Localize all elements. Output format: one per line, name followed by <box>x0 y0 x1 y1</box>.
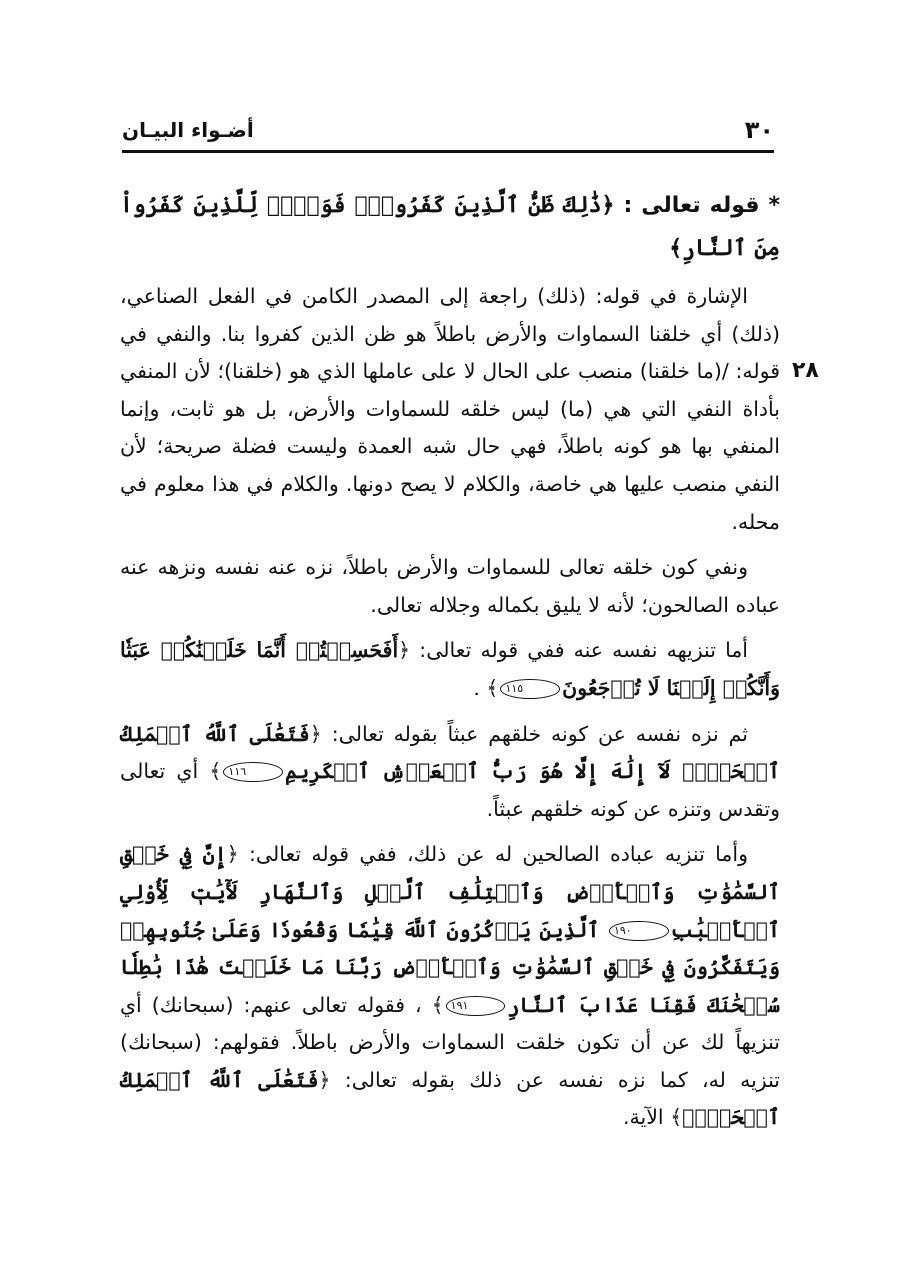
open-bracket: ﴿ <box>309 721 322 746</box>
paragraph-3-text: أما تنزيهه نفسه عنه ففي قوله تعالى: <box>419 638 748 663</box>
close-bracket: ﴾ <box>209 759 222 784</box>
open-bracket: ﴿ <box>601 192 615 218</box>
ayah-number: ١١٦ <box>223 762 283 782</box>
book-title: أضـواء البيـان <box>122 118 254 142</box>
star-marker: * <box>768 193 780 218</box>
quran-verse: أَفَحَسِبۡتُمۡ أَنَّمَا خَلَقۡنَٰكُمۡ عَبَثٗا وَأَنَّكُمۡ إِلَيۡنَا لَا تُرۡجَعُونَ <box>120 638 780 700</box>
heading-label: قوله تعالى : <box>623 193 760 218</box>
paragraph-5-text: وأما تنزيه عباده الصالحين له عن ذلك، ففي قوله تعالى: <box>249 842 748 867</box>
close-bracket: ﴾ . <box>473 675 499 700</box>
open-bracket: ﴿ <box>398 638 411 663</box>
paragraph-3 <box>120 632 780 707</box>
paragraph-5-after: فقوله تعالى عنهم: (سبحانك) أي تنزيهاً لك عن أن تكون خلقت السماوات والأرض باطلاً. فقولهم: (سبحانك) تنزيه له، كما نزه نفسه عن ذلك بقوله تعالى: <box>120 992 780 1092</box>
quran-verse-3: فَتَعَٰلَى ٱللَّهُ ٱلۡمَلِكُ ٱلۡحَقُّۖ <box>120 1067 780 1130</box>
ayah-number: ١٩١ <box>446 996 506 1016</box>
paragraph-5 <box>120 836 780 1137</box>
page-body <box>120 184 780 1184</box>
paragraph-5-end: الآية. <box>623 1105 664 1130</box>
quran-verse-1: إِنَّ فِي خَلۡقِ ٱلسَّمَٰوَٰتِ وَٱلۡأَرۡضِ وَٱخۡتِلَٰفِ ٱلَّيۡلِ وَٱلنَّهَارِ لَأٓيَٰتٖ لِّأُوْلِي ٱلۡأَلۡبَٰبِ <box>120 842 780 942</box>
close-bracket: ﴾ ، <box>415 992 444 1017</box>
close-bracket: ﴾ <box>669 235 683 261</box>
quran-verse: فَتَعَٰلَى ٱللَّهُ ٱلۡمَلِكُ ٱلۡحَقُّۖ لَآ إِلَٰهَ إِلَّا هُوَ رَبُّ ٱلۡعَرۡشِ ٱلۡكَرِيمِ <box>120 721 780 784</box>
ayah-number: ١٩٠ <box>609 921 669 941</box>
verse-heading <box>120 184 780 270</box>
page-header <box>122 112 774 148</box>
paragraph-4-after: أي تعالى وتقدس وتنزه عن كونه خلقهم عبثاً. <box>120 759 780 821</box>
page-number: ٣٠ <box>744 116 774 144</box>
ayah-number: ١١٥ <box>500 679 560 699</box>
paragraph-4-text: ثم نزه نفسه عن كونه خلقهم عبثاً بقوله تعالى: <box>331 721 748 746</box>
open-bracket: ﴿ <box>226 842 239 867</box>
close-bracket: ﴾ <box>670 1105 683 1130</box>
open-bracket: ﴿ <box>318 1067 331 1092</box>
quran-verse-2: ٱلَّذِينَ يَذۡكُرُونَ ٱللَّهَ قِيَٰمٗا وَقُعُودٗا وَعَلَىٰ جُنُوبِهِمۡ وَيَتَفَكَّرُونَ فِي خَلۡقِ ٱلسَّمَٰوَٰتِ وَٱلۡأَرۡضِ رَبَّنَا مَا خَلَقۡتَ هَٰذَا بَٰطِلٗا سُبۡحَٰنَكَ فَقِنَا عَذَابَ ٱلنَّارِ <box>120 917 780 1017</box>
original-page-marker: ٢٨ <box>792 358 819 383</box>
quran-verse: ذَٰلِكَ ظَنُّ ٱلَّذِينَ كَفَرُواْۚ فَوَيۡلٞ لِّلَّذِينَ كَفَرُواْ مِنَ ٱلنَّارِ <box>120 192 780 261</box>
header-rule <box>122 150 774 153</box>
paragraph-1: الإشارة في قوله: (ذلك) راجعة إلى المصدر الكامن في الفعل الصناعي، (ذلك) أي خلقنا السماوات والأرض باطلاً هو ظن الذين كفروا بنا. والنفي في قوله: /(ما خلقنا) منصب على الحال لا على عاملها الذي هو (خلقنا)؛ لأن المنفي بأداة النفي التي هي (ما) ليس خلقه للسماوات والأرض، بل هو ثابت، وإنما المنفي بها هو كونه باطلاً، فهي حال شبه العمدة وليست فضلة صريحة؛ لأن النفي منصب عليها هي خاصة، والكلام لا يصح دونها. والكلام في هذا معلوم في محله. <box>120 284 780 534</box>
paragraph-2: ونفي كون خلقه تعالى للسماوات والأرض باطلاً، نزه عنه نفسه ونزهه عنه عباده الصالحون؛ لأنه لا يليق بكماله وجلاله تعالى. <box>120 555 780 617</box>
paragraph-4 <box>120 716 780 829</box>
